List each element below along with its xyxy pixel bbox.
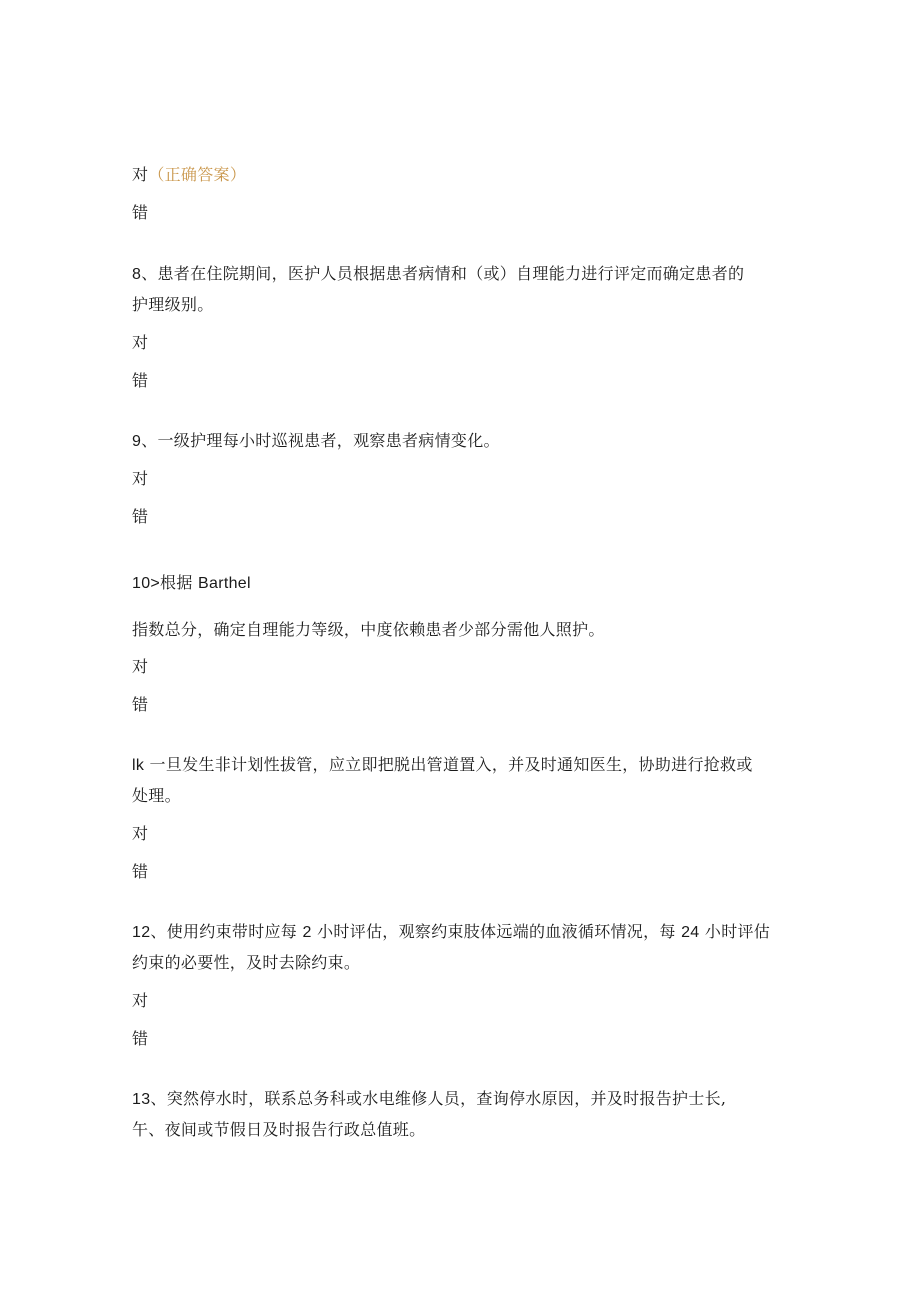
option-label: 错	[132, 695, 149, 714]
q7-option-true	[132, 165, 246, 185]
q9-question	[132, 431, 500, 452]
option-label: 错	[132, 862, 149, 881]
question-text: 小时评估，观察约束肢体远端的血液循环情况，每	[317, 922, 676, 941]
q12-question-line1	[132, 922, 770, 943]
q8-option-true	[132, 333, 148, 353]
q8-question-line1	[132, 264, 744, 285]
question-text: 指数总分，确定自理能力等级，中度依赖患者少部分需他人照护。	[132, 620, 605, 639]
option-label: 对	[132, 165, 149, 184]
q13-question-line2	[132, 1120, 425, 1140]
option-label: 对	[132, 469, 149, 488]
q11-option-false	[132, 862, 148, 882]
question-number: 8、	[132, 266, 158, 283]
q10-question-line2	[132, 620, 605, 640]
question-text: 使用约束带时应每	[166, 922, 298, 941]
question-text: 突然停水时，联系总务科或水电维修人员，查询停水原因，并及时报告护士长,	[166, 1089, 727, 1108]
q12-option-true	[132, 991, 148, 1011]
question-number: lk	[132, 757, 145, 774]
question-text: 处理。	[132, 786, 181, 805]
q9-option-false	[132, 507, 148, 527]
option-label: 错	[132, 1029, 149, 1048]
question-text: 一级护理每小时巡视患者，观察患者病情变化。	[157, 431, 500, 450]
question-number: 9、	[132, 433, 158, 450]
q13-question-line1	[132, 1089, 726, 1110]
question-text-term: Barthel	[198, 575, 251, 592]
q11-question-line1	[132, 755, 753, 776]
correct-answer-marker: （正确答案）	[148, 165, 247, 184]
q11-option-true	[132, 824, 148, 844]
q8-option-false	[132, 371, 148, 391]
question-text: 小时评估	[704, 922, 771, 941]
option-label: 错	[132, 203, 149, 222]
q9-option-true	[132, 469, 148, 489]
question-text: 根据	[160, 573, 193, 592]
option-label: 对	[132, 333, 149, 352]
q10-question-line1	[132, 573, 251, 594]
q11-question-line2	[132, 786, 181, 806]
question-text: 午、夜间或节假日及时报告行政总值班。	[132, 1120, 426, 1139]
question-number: 10>	[132, 575, 161, 592]
q10-option-true	[132, 657, 148, 677]
q12-question-line2	[132, 953, 360, 973]
option-label: 错	[132, 507, 149, 526]
question-number: 12、	[132, 924, 167, 941]
question-text: 患者在住院期间，医护人员根据患者病情和（或）自理能力进行评定而确定患者的	[157, 264, 745, 283]
question-number: 13、	[132, 1091, 167, 1108]
option-label: 对	[132, 657, 149, 676]
question-text-number: 24	[681, 924, 700, 941]
q7-option-false	[132, 203, 148, 223]
question-text: 约束的必要性，及时去除约束。	[132, 953, 361, 972]
q10-option-false	[132, 695, 148, 715]
option-label: 对	[132, 824, 149, 843]
q12-option-false	[132, 1029, 148, 1049]
option-label: 错	[132, 371, 149, 390]
question-text: 护理级别。	[132, 295, 214, 314]
question-text-number: 2	[302, 924, 312, 941]
question-text: 一旦发生非计划性拔管，应立即把脱出管道置入，并及时通知医生，协助进行抢救或	[149, 755, 753, 774]
q8-question-line2	[132, 295, 214, 315]
option-label: 对	[132, 991, 149, 1010]
